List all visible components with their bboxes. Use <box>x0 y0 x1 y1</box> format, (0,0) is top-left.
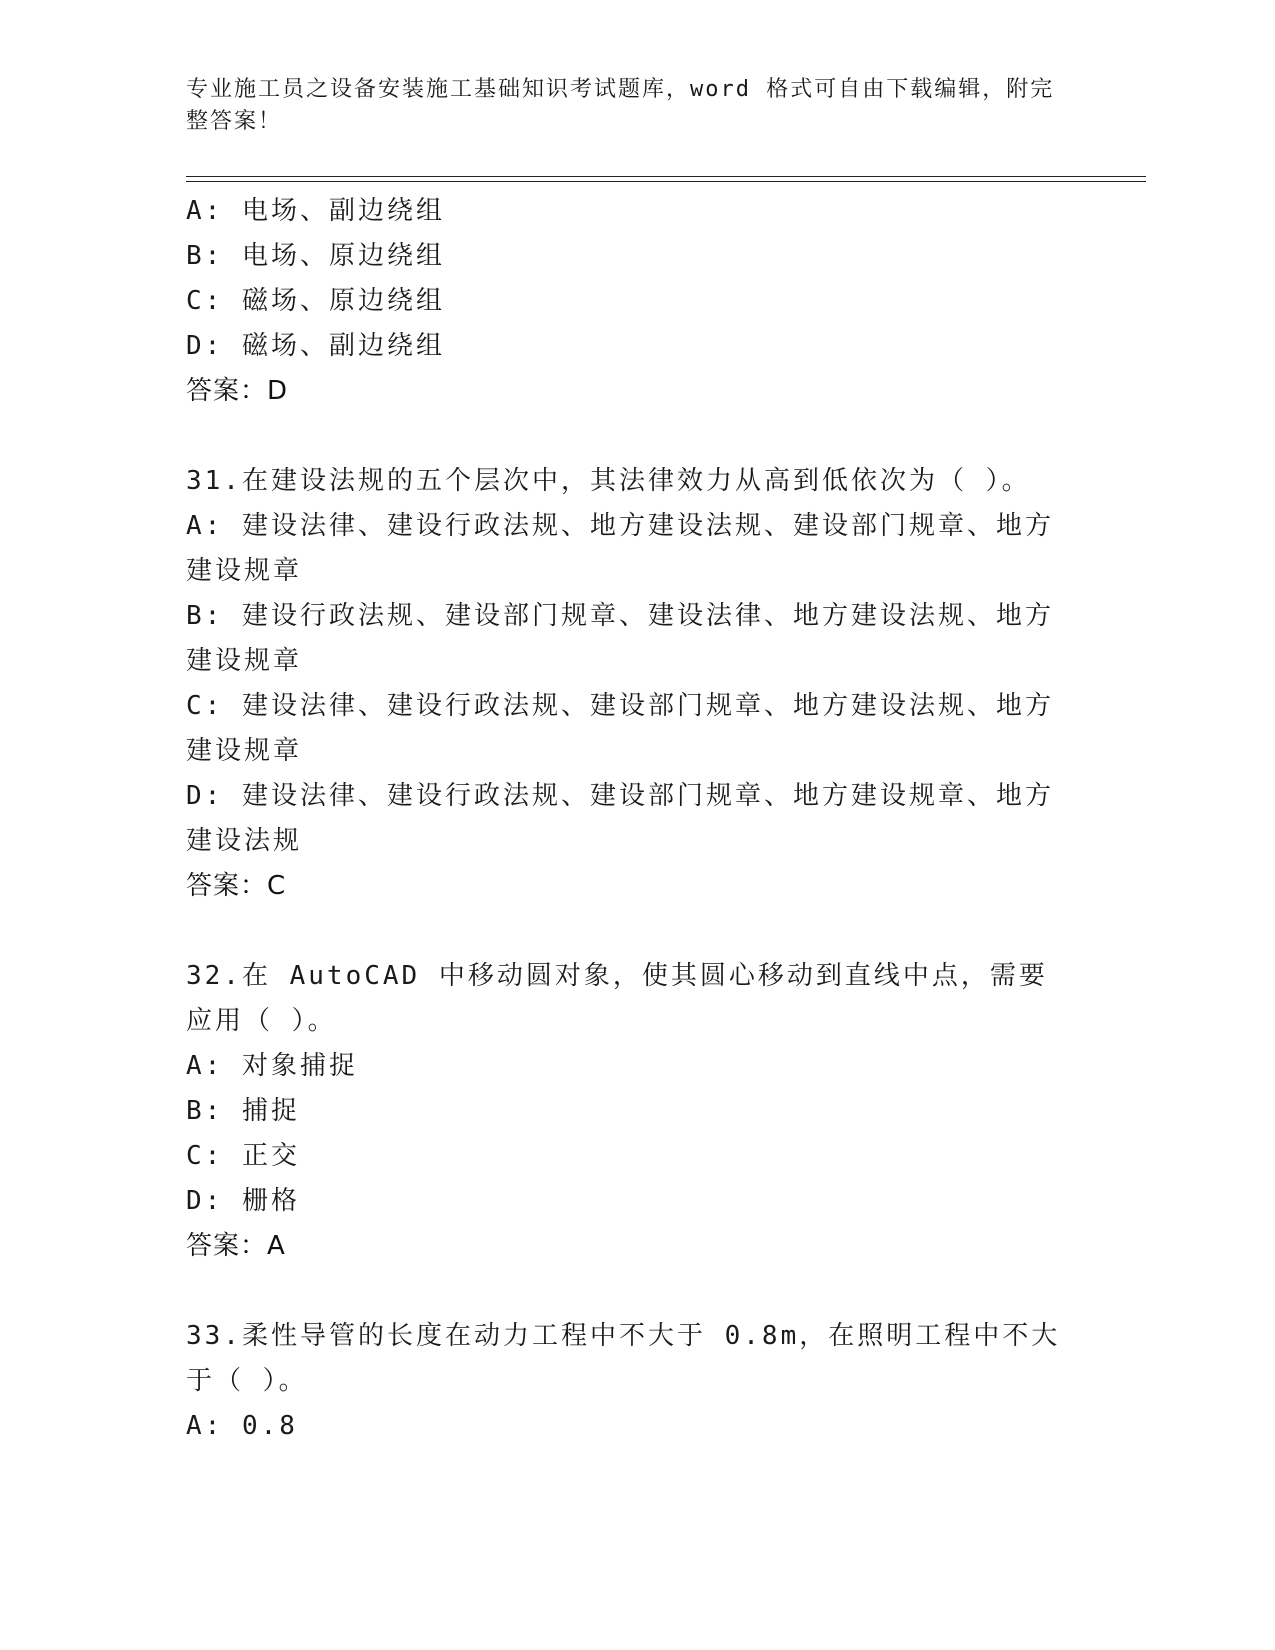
header-note: 专业施工员之设备安装施工基础知识考试题库，word 格式可自由下载编辑，附完整答案！ <box>186 77 1055 134</box>
question-content <box>186 189 1066 1449</box>
option-b: B: 电场、原边绕组 <box>186 241 445 271</box>
option-b: B: 捕捉 <box>186 1096 300 1126</box>
option-a: A: 电场、副边绕组 <box>186 196 445 226</box>
spacer <box>186 1269 1066 1314</box>
option-a: A: 建设法律、建设行政法规、地方建设法规、建设部门规章、地方建设规章 <box>186 511 1054 586</box>
prev-question <box>186 189 1066 414</box>
header-divider-top <box>186 176 1146 177</box>
answer-line: 答案：A <box>186 1231 286 1261</box>
question-33 <box>186 1314 1066 1449</box>
spacer <box>186 909 1066 954</box>
spacer <box>186 414 1066 459</box>
question-32 <box>186 954 1066 1269</box>
header-divider-bottom <box>186 181 1146 182</box>
question-stem: 31.在建设法规的五个层次中，其法律效力从高到低依次为（ ）。 <box>186 466 1031 496</box>
answer-line: 答案：D <box>186 376 289 406</box>
option-d: D: 栅格 <box>186 1186 300 1216</box>
answer-line: 答案：C <box>186 871 287 901</box>
option-c: C: 正交 <box>186 1141 300 1171</box>
option-c: C: 磁场、原边绕组 <box>186 286 445 316</box>
question-stem: 32.在 AutoCAD 中移动圆对象，使其圆心移动到直线中点，需要应用（ ）。 <box>186 961 1048 1036</box>
option-a: A: 对象捕捉 <box>186 1051 358 1081</box>
option-d: D: 建设法律、建设行政法规、建设部门规章、地方建设规章、地方建设法规 <box>186 781 1054 856</box>
option-c: C: 建设法律、建设行政法规、建设部门规章、地方建设法规、地方建设规章 <box>186 691 1054 766</box>
question-stem: 33.柔性导管的长度在动力工程中不大于 0.8m，在照明工程中不大于（ ）。 <box>186 1321 1061 1396</box>
option-a: A: 0.8 <box>186 1411 298 1441</box>
option-d: D: 磁场、副边绕组 <box>186 331 445 361</box>
option-b: B: 建设行政法规、建设部门规章、建设法律、地方建设法规、地方建设规章 <box>186 601 1054 676</box>
question-31 <box>186 459 1066 909</box>
